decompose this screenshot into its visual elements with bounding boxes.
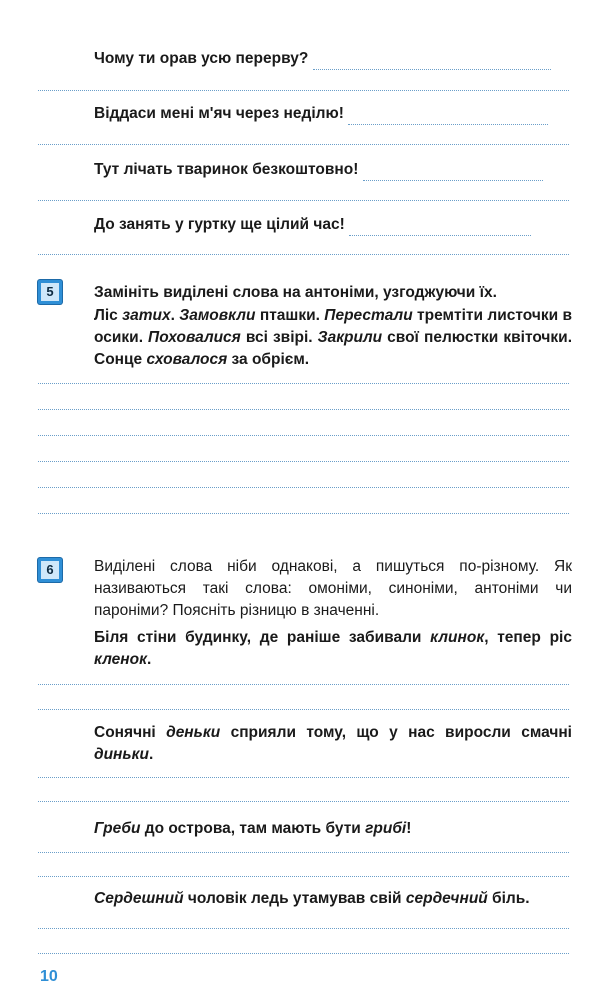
task-5-text-run: . <box>170 307 180 324</box>
task-6-s3-highlighted-word: Греби <box>94 820 141 837</box>
task-5-answer-line-4[interactable] <box>38 461 569 462</box>
task-6-s1-text-run: Біля стіни будинку, де раніше забивали <box>94 629 431 646</box>
task-6-s4-text-run: чоловік ледь утамував свій <box>183 890 406 907</box>
task-6-answer-line-3b[interactable] <box>38 876 569 877</box>
answer-line-1[interactable] <box>38 90 569 91</box>
task-6-answer-line-1a[interactable] <box>38 684 569 685</box>
task-6-answer-line-2b[interactable] <box>38 801 569 802</box>
answer-field-2-inline[interactable] <box>348 110 548 125</box>
task-5-instruction: Замініть виділені слова на антоніми, узгоджуючи їх. <box>94 284 497 301</box>
sentence-4 <box>94 214 531 236</box>
task-6-answer-line-4b[interactable] <box>38 953 569 954</box>
task-5-highlighted-word: Закрили <box>317 329 383 346</box>
sentence-4-text: До занять у гуртку ще цілий час! <box>94 216 345 233</box>
task-6-sentence-2 <box>94 722 572 766</box>
sentence-1 <box>94 48 551 70</box>
task-5-answer-line-6[interactable] <box>38 513 569 514</box>
page-number: 10 <box>40 968 58 985</box>
task-5-answer-line-1[interactable] <box>38 383 569 384</box>
task-6-instruction: Виділені слова ніби однакові, а пишуться по-різному. Як називаються такі слова: омоніми, синоніми, антоніми чи пароніми? Поясніть різницю в значенні. <box>94 558 572 619</box>
task-6-s1-text-run: . <box>147 651 152 668</box>
task-5-highlighted-word: Замовкли <box>179 307 256 324</box>
task-5-text <box>94 305 572 371</box>
task-6-s4-highlighted-word: сердечний <box>405 890 488 907</box>
task-6-s3-text-run: до острова, там мають бути <box>140 820 366 837</box>
task-6-answer-line-1b[interactable] <box>38 709 569 710</box>
task-5-text-run: Ліс <box>94 307 123 324</box>
sentence-3 <box>94 159 543 181</box>
task-5-text-run: тремтіти листочки в осики. <box>94 307 572 346</box>
task-5-badge <box>38 280 62 304</box>
task-6-s1-highlighted-word: кленок <box>94 651 147 668</box>
task-6-s3-text-run: ! <box>406 820 412 837</box>
task-6-s1-highlighted-word: клинок <box>430 629 485 646</box>
task-6-s3-highlighted-word: грибі <box>365 820 407 837</box>
task-6-s2-text-run: . <box>148 746 154 763</box>
task-5-text-run: за обрієм. <box>227 351 310 368</box>
sentence-3-text: Тут лічать тваринок безкоштовно! <box>94 161 359 178</box>
sentence-2 <box>94 103 548 125</box>
task-6-s2-text-run: Сонячні <box>94 724 167 741</box>
task-5-text-run: пташки. <box>255 307 325 324</box>
task-5-text-run: свої пелюстки квіточки. Сонце <box>94 329 573 368</box>
task-5-text-run: всі звірі. <box>240 329 318 346</box>
sentence-2-text: Віддаси мені м'яч через неділю! <box>94 105 344 122</box>
answer-field-1-inline[interactable] <box>313 55 551 70</box>
task-6-number: 6 <box>41 561 59 579</box>
task-6-badge <box>38 558 62 582</box>
answer-field-4-inline[interactable] <box>349 221 531 236</box>
task-5-highlighted-word: затих <box>122 307 171 324</box>
task-6-s2-text-run: сприяли тому, що у нас виросли смачні <box>220 724 572 741</box>
task-6-sentence-3 <box>94 818 572 840</box>
task-6-answer-line-4a[interactable] <box>38 928 569 929</box>
task-6-s2-highlighted-word: диньки <box>94 746 149 763</box>
task-5-highlighted-word: Поховалися <box>148 329 241 346</box>
task-6-s2-highlighted-word: деньки <box>166 724 221 741</box>
task-5-highlighted-word: сховалося <box>146 351 228 368</box>
task-5-number: 5 <box>41 283 59 301</box>
task-6-answer-line-3a[interactable] <box>38 852 569 853</box>
task-5-answer-line-3[interactable] <box>38 435 569 436</box>
answer-line-2[interactable] <box>38 144 569 145</box>
answer-field-3-inline[interactable] <box>363 166 543 181</box>
answer-line-3[interactable] <box>38 200 569 201</box>
task-6-sentence-4 <box>94 888 572 910</box>
task-6-answer-line-2a[interactable] <box>38 777 569 778</box>
task-6-s4-text-run: біль. <box>487 890 530 907</box>
task-5-highlighted-word: Перестали <box>324 307 413 324</box>
task-6-sentence-1 <box>94 627 572 671</box>
sentence-1-text: Чому ти орав усю перерву? <box>94 50 309 67</box>
task-6-s1-text-run: , тепер ріс <box>484 629 572 646</box>
task-5-answer-line-5[interactable] <box>38 487 569 488</box>
task-6-s4-highlighted-word: Сердешний <box>94 890 184 907</box>
task-5-answer-line-2[interactable] <box>38 409 569 410</box>
answer-line-4[interactable] <box>38 254 569 255</box>
